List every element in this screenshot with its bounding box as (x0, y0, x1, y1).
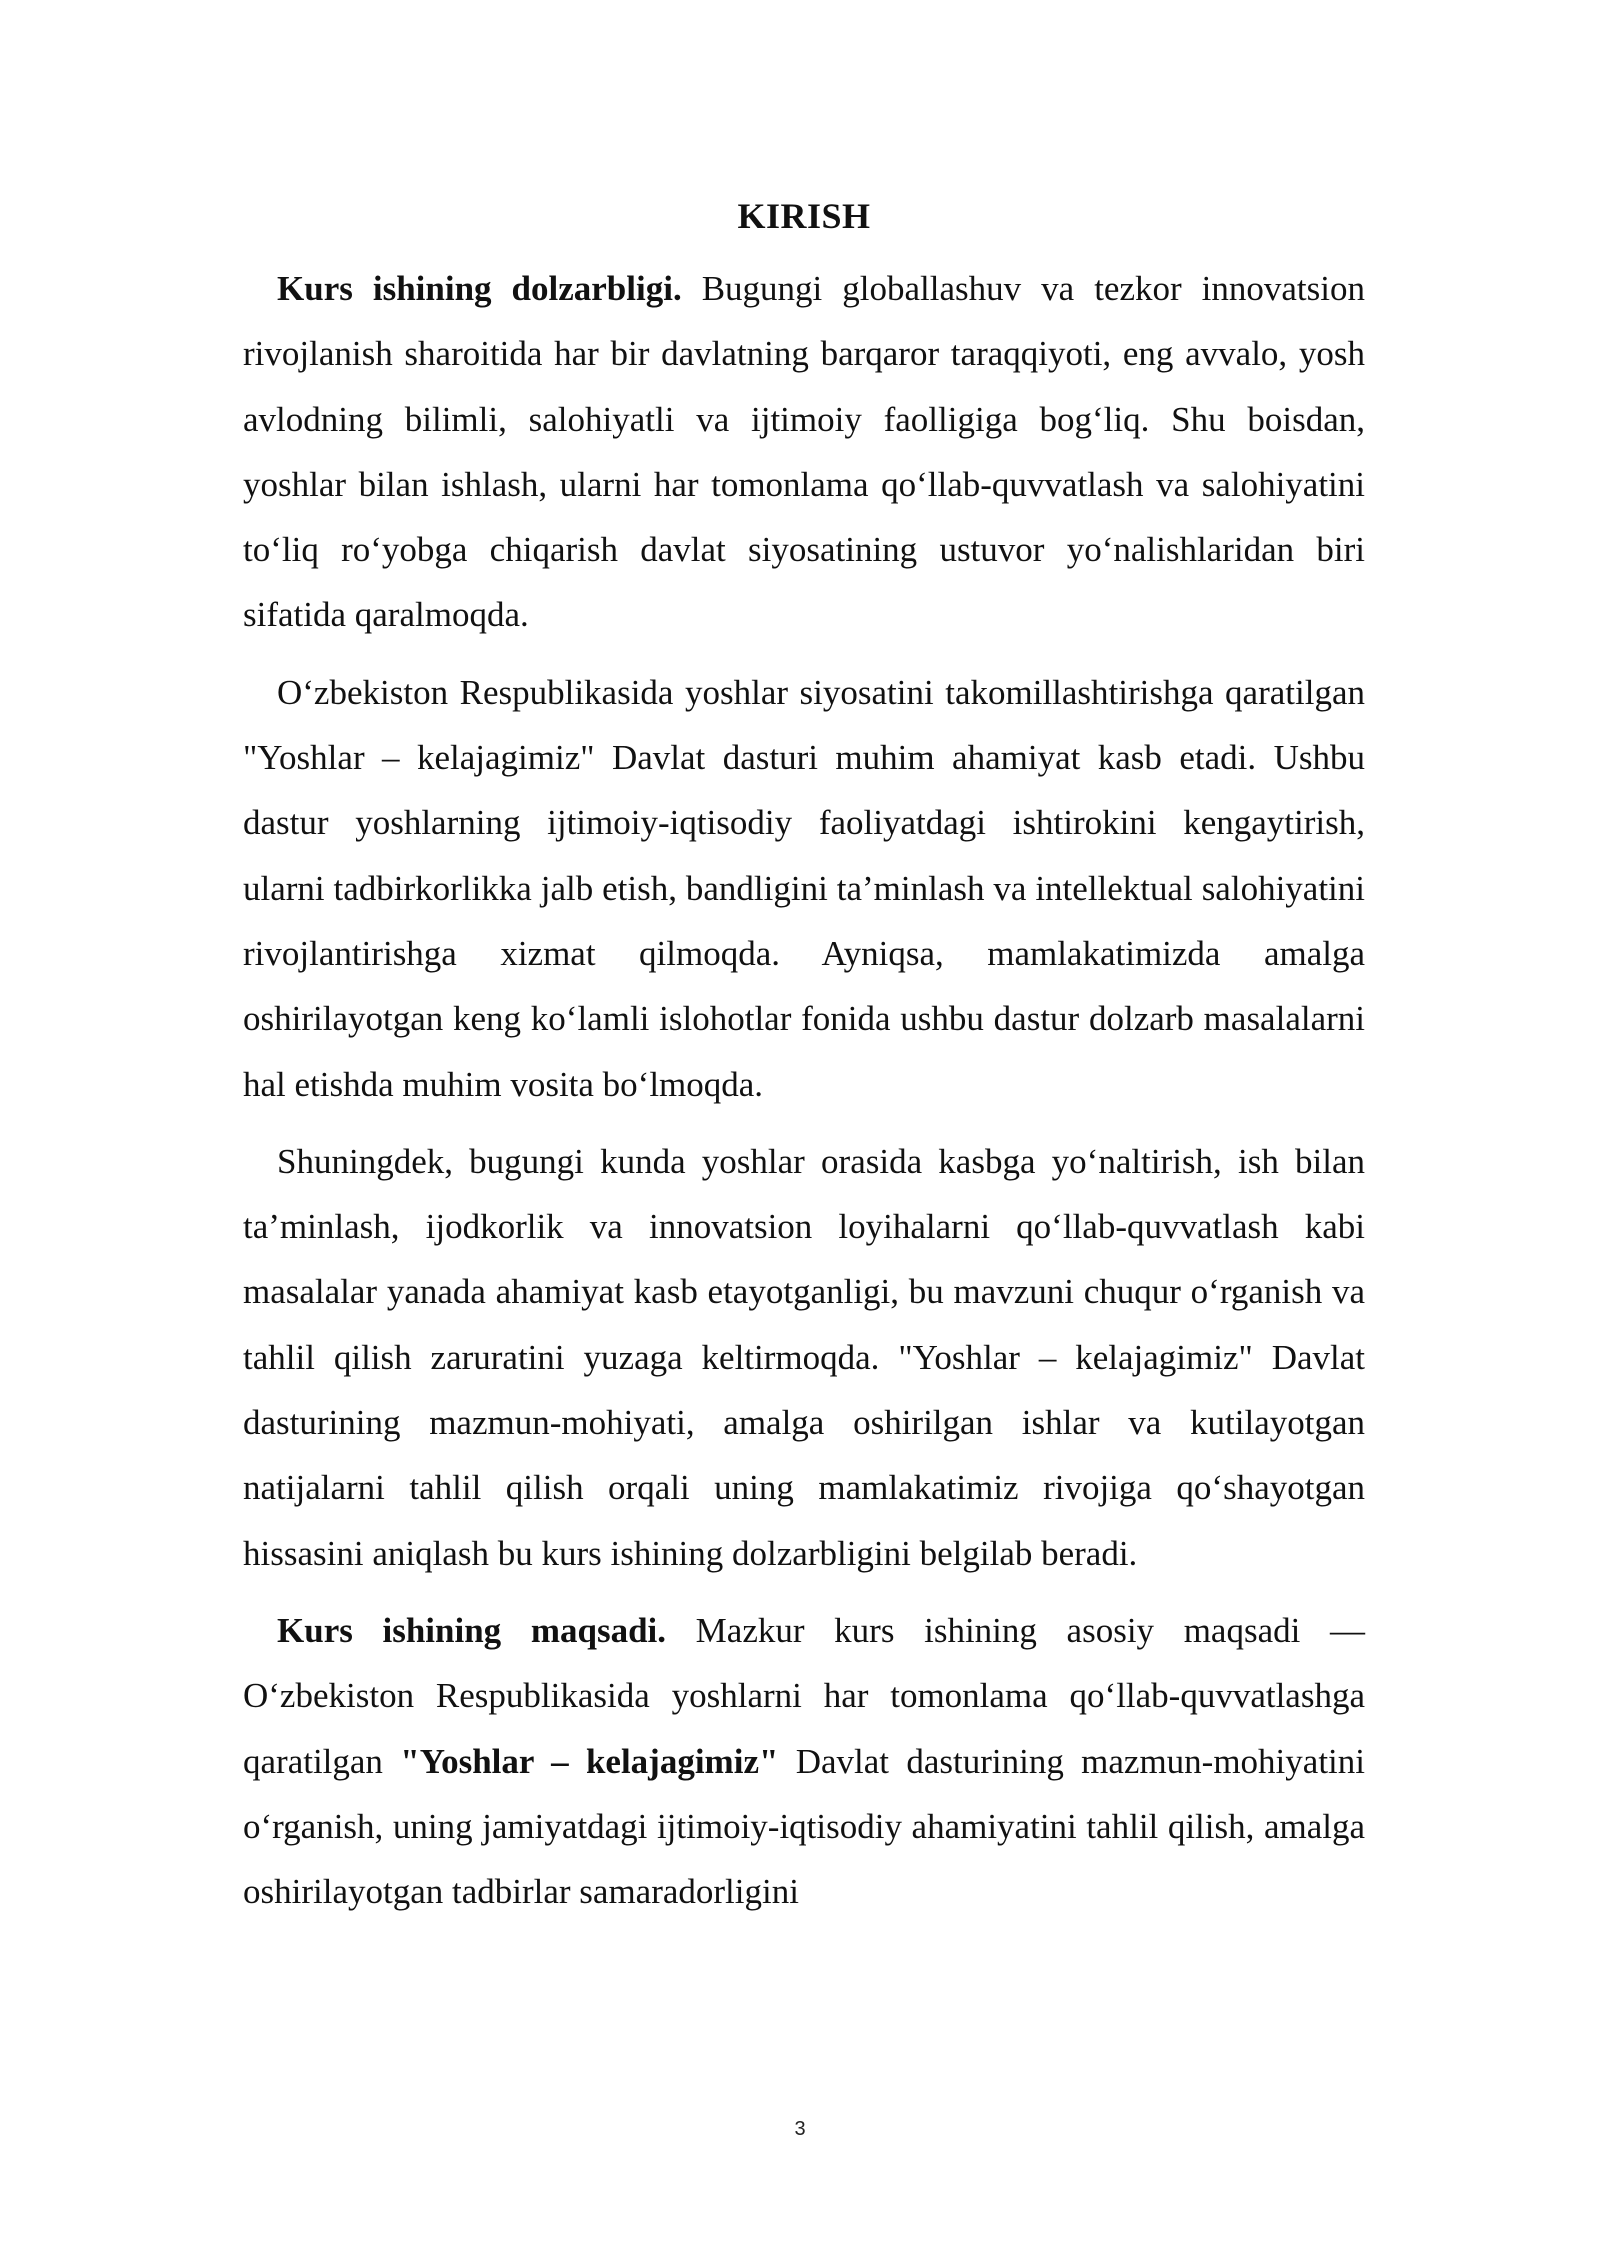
paragraph-text: Shuningdek, bugungi kunda yoshlar orasida kasbga yo‘naltirish, ish bilan ta’minlash, ijodkorlik va innovatsion loyihalarni qo‘llab-quvvatlash kabi masalalar yanada ahamiyat kasb etayotganligi, bu mavzuni chuqur o‘rganish va tahlil qilish zaruratini yuzaga keltirmoqda. "Yoshlar – kelajagimiz" Davlat dasturining mazmun-mohiyati, amalga oshirilgan ishlar va kutilayotgan natijalarni tahlil qilish orqali uning mamlakatimiz rivojiga qo‘shayotgan hissasini aniqlash bu kurs ishining dolzarbligini belgilab beradi. (243, 1141, 1365, 1573)
paragraph-goal (243, 1598, 1365, 1924)
paragraph-lead: Kurs ishining dolzarbligi. (277, 269, 682, 308)
page-content (243, 190, 1365, 1936)
paragraph-program (243, 660, 1365, 1117)
paragraph-lead: Kurs ishining maqsadi. (277, 1610, 667, 1650)
paragraph-text: O‘zbekiston Respublikasida yoshlar siyosatini takomillashtirishga qaratilgan "Yoshlar – kelajagimiz" Davlat dasturi muhim ahamiyat kasb etadi. Ushbu dastur yoshlarning ijtimoiy-iqtisodiy faoliyatdagi ishtirokini kengaytirish, ularni tadbirkorlikka jalb etish, bandligini ta’minlash va intellektual salohiyatini rivojlantirishga xizmat qilmoqda. Ayniqsa, mamlakatimizda amalga oshirilayotgan keng ko‘lamli islohotlar fonida ushbu dastur dolzarb masalalarni hal etishda muhim vosita bo‘lmoqda. (243, 672, 1365, 1104)
page-number: 3 (794, 2118, 806, 2140)
paragraph-text: Bugungi globallashuv va tezkor innovatsion rivojlanish sharoitida har bir davlatning barqaror taraqqiyoti, eng avvalo, yosh avlodning bilimli, salohiyatli va ijtimoiy faolligiga bog‘liq. Shu boisdan, yoshlar bilan ishlash, ularni har tomonlama qo‘llab-quvvatlash va salohiyatini to‘liq ro‘yobga chiqarish davlat siyosatining ustuvor yo‘nalishlaridan biri sifatida qaralmoqda. (243, 269, 1365, 635)
section-heading: KIRISH (737, 196, 871, 236)
paragraph-text: Davlat dasturining mazmun-mohiyatini o‘rganish, uning jamiyatdagi ijtimoiy-iqtisodiy ahamiyatini tahlil qilish, amalga oshirilayotgan tadbirlar samaradorligini (243, 1741, 1365, 1912)
program-name-bold: "Yoshlar – kelajagimiz" (400, 1741, 779, 1781)
paragraph-relevance (243, 256, 1365, 648)
paragraph-importance (243, 1129, 1365, 1586)
paragraph-text: Mazkur kurs ishining asosiy maqsadi — O‘zbekiston Respublikasida yoshlarni har tomonlama qo‘llab-quvvatlashga qaratilgan (243, 1610, 1365, 1781)
